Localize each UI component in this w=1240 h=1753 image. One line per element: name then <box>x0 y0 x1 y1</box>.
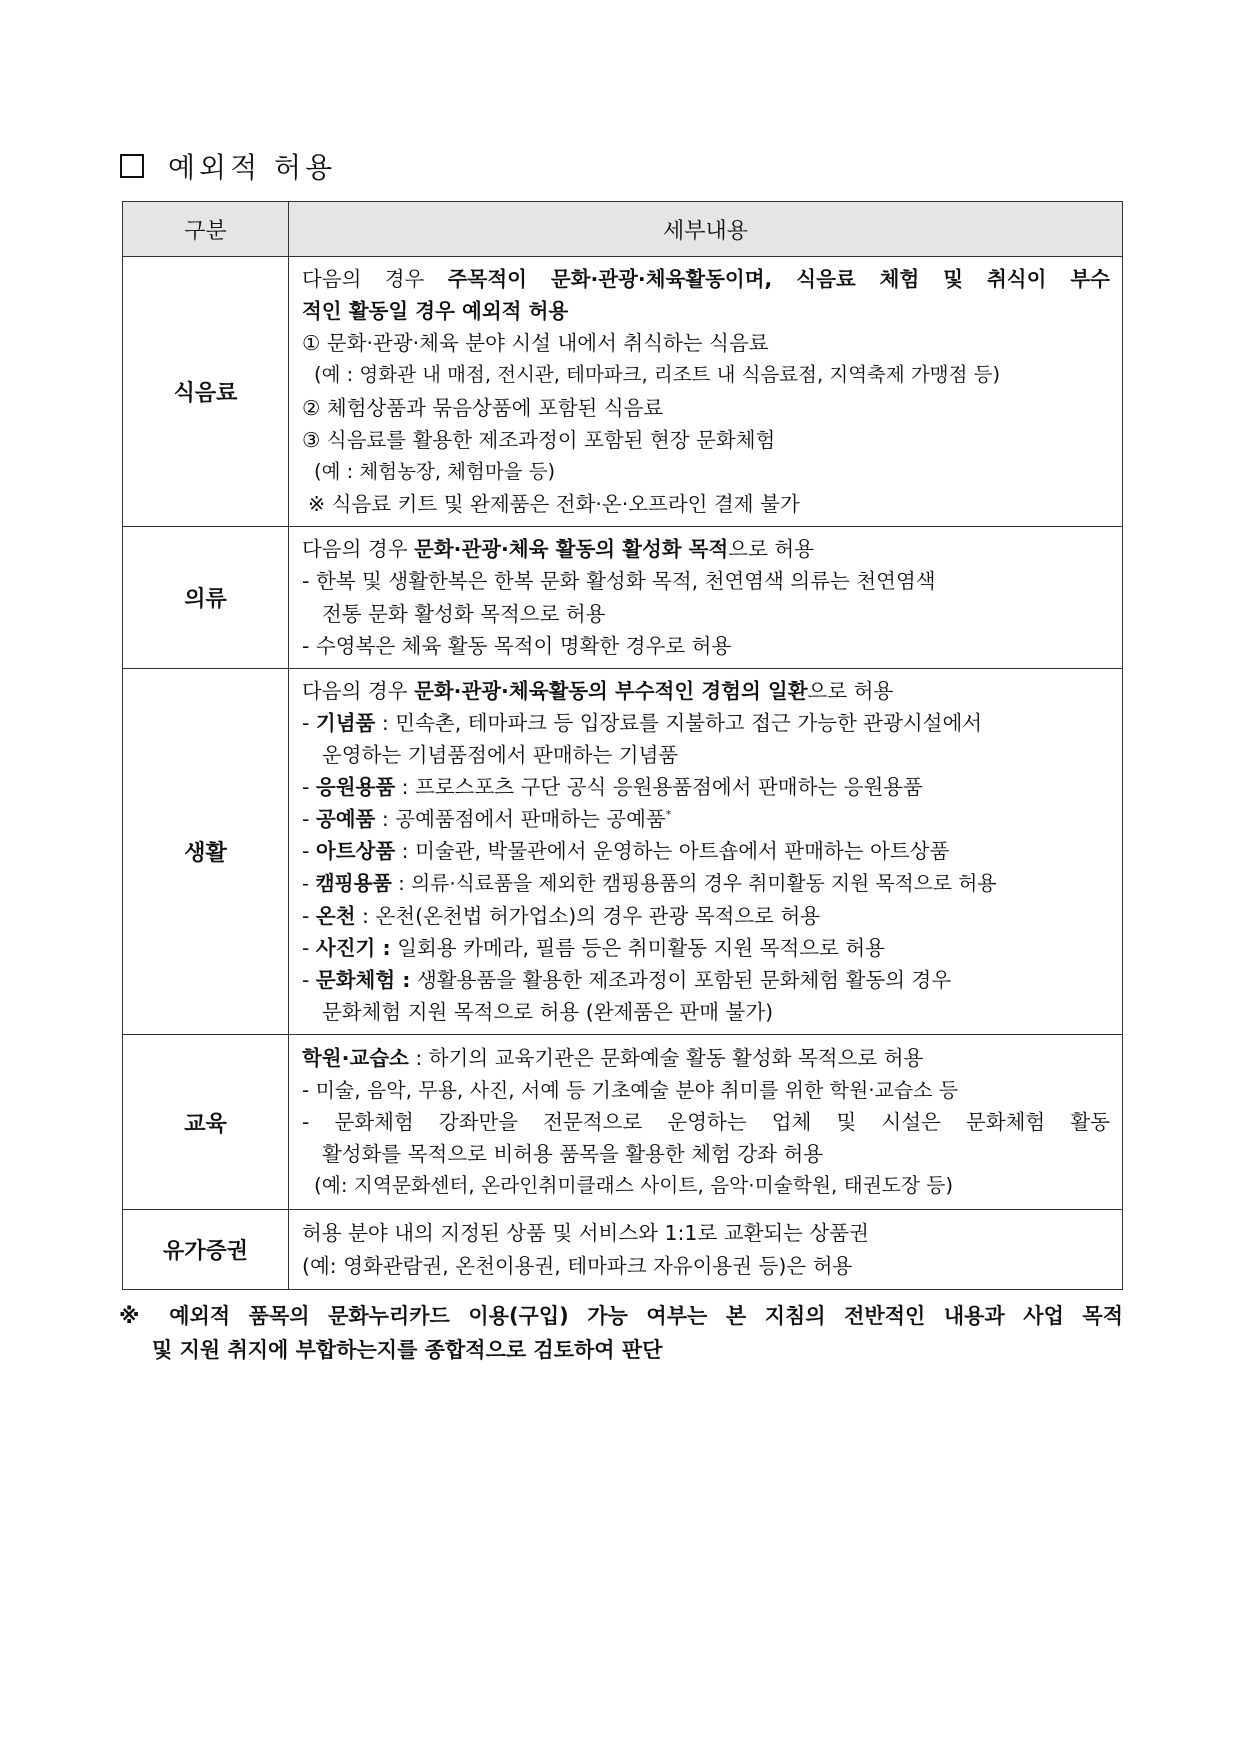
clothing-item1-cont: 전통 문화 활성화 목적으로 허용 <box>322 601 606 626</box>
footnote-line2: 및 지원 취지에 부합하는지를 종합적으로 검토하여 판단 <box>152 1338 663 1362</box>
list-item: - 온천 : 온천(온천법 허가업소)의 경우 관광 목적으로 허용 <box>302 903 821 928</box>
list-item-cont: 운영하는 기념품점에서 판매하는 기념품 <box>322 743 679 768</box>
food-item2: ② 체험상품과 묶음상품에 포함된 식음료 <box>302 395 664 420</box>
food-item1: ① 문화·관광·체육 분야 시설 내에서 취식하는 식음료 <box>302 331 769 356</box>
clothing-item2: - 수영복은 체육 활동 목적이 명확한 경우로 허용 <box>302 633 732 658</box>
exception-table <box>122 201 1123 1290</box>
list-item: - 기념품 : 민속촌, 테마파크 등 입장료를 지불하고 접근 가능한 관광시설에서 <box>302 711 983 736</box>
table-header-row <box>123 202 1123 257</box>
list-item: - 사진기 : 일회용 카메라, 필름 등은 취미활동 지원 목적으로 허용 <box>302 935 885 960</box>
list-item: - 공예품 : 공예품점에서 판매하는 공예품* <box>302 807 672 832</box>
category-securities: 유가증권 <box>123 1210 289 1290</box>
food-intro-line2: 적인 활동일 경우 예외적 허용 <box>302 299 569 324</box>
checkbox-square-icon <box>120 154 144 178</box>
food-note: ※ 식음료 키트 및 완제품은 전화·온·오프라인 결제 불가 <box>308 491 800 516</box>
food-item1-example: (예 : 영화관 내 매점, 전시관, 테마파크, 리조트 내 식음료점, 지역축제 가맹점 등) <box>314 363 1001 387</box>
securities-line1: 허용 분야 내의 지정된 상품 및 서비스와 1:1로 교환되는 상품권 <box>302 1221 869 1246</box>
footnote <box>119 1299 1123 1367</box>
securities-line2: (예: 영화관람권, 온천이용권, 테마파크 자유이용권 등)은 허용 <box>302 1253 853 1278</box>
list-item-cont: 문화체험 지원 목적으로 허용 (완제품은 판매 불가) <box>322 999 774 1024</box>
list-item: - 문화체험 : 생활용품을 활용한 제조과정이 포함된 문화체험 활동의 경우 <box>302 967 952 992</box>
category-living: 생활 <box>123 669 289 1035</box>
list-item: - 응원용품 : 프로스포츠 구단 공식 응원용품점에서 판매하는 응원용품 <box>302 775 923 800</box>
detail-food <box>289 257 1123 527</box>
category-clothing: 의류 <box>123 527 289 669</box>
header-category: 구분 <box>123 202 289 257</box>
table-row-food <box>123 257 1123 527</box>
footnote-line1: ※ 예외적 품목의 문화누리카드 이용(구입) 가능 여부는 본 지침의 전반적인 내용과 사업 목적 <box>119 1304 1123 1328</box>
clothing-intro: 다음의 경우 문화·관광·체육 활동의 활성화 목적으로 허용 <box>302 537 815 562</box>
education-item2: - 문화체험 강좌만을 전문적으로 운영하는 업체 및 시설은 문화체험 활동 <box>302 1109 1110 1134</box>
table-row-securities <box>123 1210 1123 1290</box>
food-intro-line1: 다음의 경우 주목적이 문화·관광·체육활동이며, 식음료 체험 및 취식이 부수 <box>302 267 1110 292</box>
category-food: 식음료 <box>123 257 289 527</box>
header-detail: 세부내용 <box>289 202 1123 257</box>
living-intro: 다음의 경우 문화·관광·체육활동의 부수적인 경험의 일환으로 허용 <box>302 678 894 703</box>
detail-education <box>289 1035 1123 1210</box>
clothing-item1: - 한복 및 생활한복은 한복 문화 활성화 목적, 천연염색 의류는 천연염색 <box>302 569 936 594</box>
table-row-living <box>123 669 1123 1035</box>
detail-clothing <box>289 527 1123 669</box>
food-item3: ③ 식음료를 활용한 제조과정이 포함된 현장 문화체험 <box>302 427 776 452</box>
list-item: - 아트상품 : 미술관, 박물관에서 운영하는 아트숍에서 판매하는 아트상품 <box>302 839 950 864</box>
table-row-education <box>123 1035 1123 1210</box>
list-item: - 캠핑용품 : 의류·식료품을 제외한 캠핑용품의 경우 취미활동 지원 목적으로 허용 <box>302 871 997 895</box>
food-item3-example: (예 : 체험농장, 체험마을 등) <box>314 459 556 483</box>
section-heading <box>120 146 336 186</box>
education-item2-example: (예: 지역문화센터, 온라인취미클래스 사이트, 음악·미술학원, 태권도장 등) <box>314 1174 954 1198</box>
education-item2-cont: 활성화를 목적으로 비허용 품목을 활용한 체험 강좌 허용 <box>322 1142 824 1167</box>
section-title: 예외적 허용 <box>168 151 337 184</box>
education-intro: 학원·교습소 : 하기의 교육기관은 문화예술 활동 활성화 목적으로 허용 <box>302 1045 924 1070</box>
detail-securities <box>289 1210 1123 1290</box>
detail-living <box>289 669 1123 1035</box>
category-education: 교육 <box>123 1035 289 1210</box>
education-item1: - 미술, 음악, 무용, 사진, 서예 등 기초예술 분야 취미를 위한 학원·교습소 등 <box>302 1077 959 1102</box>
table-row-clothing <box>123 527 1123 669</box>
